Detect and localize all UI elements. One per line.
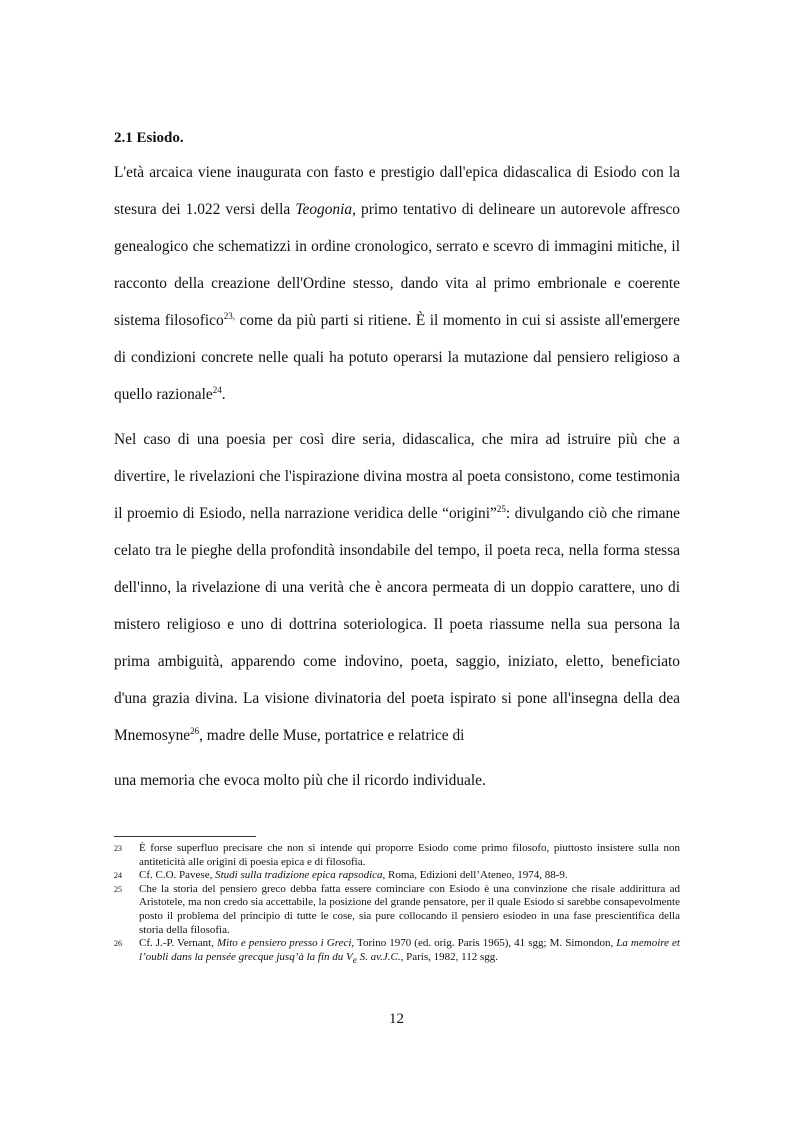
footnote-subscript: e: [352, 954, 357, 965]
footnote-ref-23[interactable]: 23,: [223, 310, 235, 321]
footnote-title-part: S. av.J.C.: [356, 950, 401, 963]
page-number: 12: [389, 1011, 404, 1027]
p2-text-d: una memoria che evoca molto più che il ricordo individuale.: [114, 772, 486, 789]
footnote-text-part: Cf. J.-P. Vernant,: [139, 937, 218, 950]
p2-text-b: : divulgando ciò che rimane celato tra le pieghe della profondità insondabile del tempo, il poeta reca, nella forma stessa dell'inno, la rivelazione di una verità che è ancora permeata di un doppio carattere, uno di mistero religioso e uno di dottrina soteriologica. Il poeta riassume nella sua persona la prima ambiguità, apparendo come indovino, poeta, saggio, iniziato, eletto, beneficiato d'una grazia divina. La visione divinatoria del poeta ispirato si pone all'insegna della dea Mnemosyne: [114, 505, 680, 744]
section-heading: 2.1 Esiodo.: [114, 130, 184, 146]
footnote-text: Che la storia del pensiero greco debba fatta essere cominciare con Esiodo è una convinzione che risale addirittura ad Aristotele, ma non credo sia accettabile, la posizione del grande pensatore, per il quale Esiodo si sarebbe consapevolmente posto il problema del principio di tutte le cose, sia pure collocando il pensiero esiodeo in una fase prescientifica della storia della filosofia.: [139, 882, 680, 936]
footnote-separator: [114, 836, 256, 837]
p2-text-c: , madre delle Muse, portatrice e relatrice di: [199, 727, 465, 744]
footnote-title-part: La memoire et l’oubli dans la pensée grecque jusq’à la fin du V: [139, 937, 680, 963]
footnote-ref-24[interactable]: 24: [212, 384, 222, 395]
p2-text-a: Nel caso di una poesia per così dire seria, didascalica, che mira ad istruire più che a divertire, le rivelazioni che l'ispirazione divina mostra al poeta consistono, come testimonia il proemio di Esiodo, nella narrazione veridica delle “origini”: [114, 431, 680, 522]
paragraph-1: [114, 154, 680, 413]
footnote-text-part: , Roma, Edizioni dell’Ateneo, 1974, 88-9.: [382, 869, 568, 882]
footnote-ref-25[interactable]: 25: [496, 503, 506, 514]
footnote-title: Studi sulla tradizione epica rapsodica: [215, 869, 383, 882]
p1-text-c: come da più parti si ritiene. È il momento in cui si assiste all'emergere di condizioni concrete nelle quali ha potuto operarsi la mutazione dal pensiero religioso a quello razionale: [114, 312, 680, 403]
footnote-number: 26: [114, 939, 122, 949]
footnote-text: [139, 937, 680, 967]
footnote-23: [114, 842, 680, 869]
footnote-title: Mito e pensiero presso i Greci: [217, 937, 352, 950]
footnote-number: 23: [114, 844, 122, 853]
footnote-text: [139, 869, 680, 883]
footnote-text-part: , Paris, 1982, 112 sgg.: [400, 950, 499, 963]
footnote-text-part: , Torino 1970 (ed. orig. Paris 1965), 41 sgg; M. Simondon,: [351, 937, 617, 950]
footnote-26: [114, 937, 680, 967]
footnote-24: [114, 869, 680, 883]
p1-title-teogonia: Teogonia: [295, 201, 353, 218]
p1-text-b: , primo tentativo di delineare un autorevole affresco genealogico che schematizzi in ordine cronologico, serrato e scevro di immagini mitiche, il racconto della creazione dell'Ordine stesso, dando vita al primo embrionale e coerente sistema filosofico: [114, 201, 680, 329]
paragraph-2: [114, 421, 680, 799]
footnote-ref-26[interactable]: 26: [190, 725, 200, 736]
footnote-number: 24: [114, 871, 122, 881]
footnote-text-part: Cf. C.O. Pavese,: [139, 869, 216, 882]
footnote-number: 25: [114, 884, 122, 894]
footnote-text: È forse superfluo precisare che non si intende qui proporre Esiodo come primo filosofo, piuttosto insistere sulla non antiteticità alle origini di poesia epica e di filosofia.: [139, 842, 680, 868]
footnote-25: [114, 883, 680, 937]
p1-text-a: L'età arcaica viene inaugurata con fasto e prestigio dall'epica didascalica di Esiodo con la stesura dei 1.022 versi della: [114, 164, 680, 218]
p1-text-d: .: [221, 386, 226, 403]
footnotes: [114, 842, 680, 968]
